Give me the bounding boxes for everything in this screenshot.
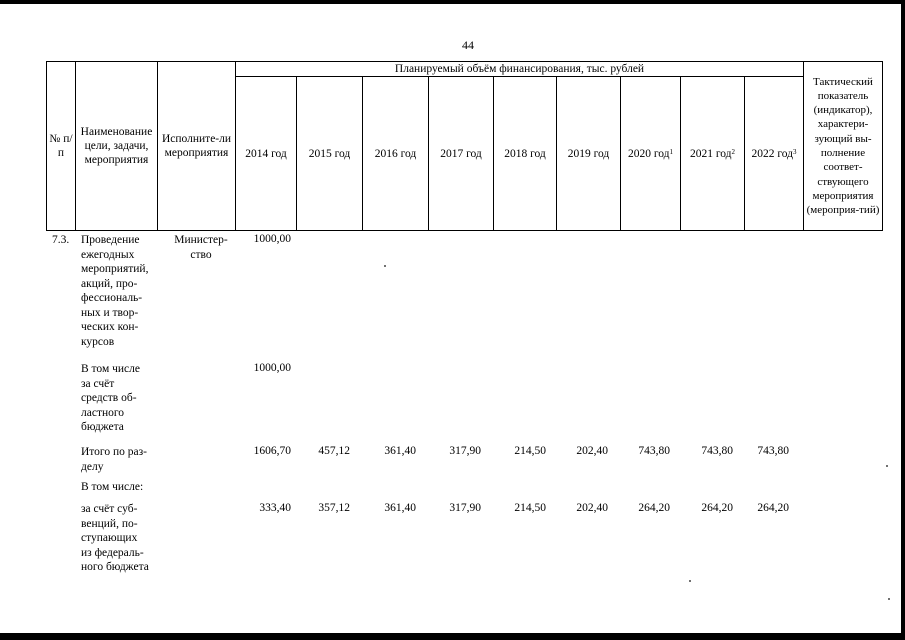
row-value: 361,40	[384, 445, 416, 457]
row-value: 743,80	[757, 445, 789, 457]
scan-speck	[886, 465, 888, 467]
row-value: 333,40	[259, 502, 291, 514]
header-col-name: Наименование цели, задачи, мероприятия	[76, 62, 158, 231]
row-value: 264,20	[757, 502, 789, 514]
row-name-line: средств об-	[81, 392, 137, 404]
header-year-8	[745, 77, 804, 231]
row-name-line: за счёт суб-	[81, 503, 138, 515]
row-value: 361,40	[384, 502, 416, 514]
row-name-line: ежегодных	[81, 248, 135, 261]
row-name-line: ного бюджета	[81, 561, 149, 573]
row-executor-line: ство	[190, 248, 212, 261]
row-value: 1606,70	[253, 445, 291, 457]
row-value: 264,20	[701, 502, 733, 514]
row-name-line: ступающих	[81, 532, 138, 544]
row-name-line: ных и твор-	[81, 306, 139, 319]
row-name-line: мероприятий,	[81, 263, 149, 275]
header-year-4	[494, 77, 557, 231]
header-year-label: 2018 год	[504, 147, 546, 160]
header-year-7	[681, 77, 745, 231]
row-name-line: В том числе:	[81, 481, 144, 493]
row-value: 1000,00	[253, 233, 291, 245]
row-value: 202,40	[576, 445, 608, 457]
scan-speck	[384, 265, 386, 267]
row-name-line: ластного	[81, 406, 125, 419]
row-name-line: фессиональ-	[81, 292, 143, 304]
row-value: 743,80	[701, 445, 733, 457]
scan-border-right	[901, 0, 905, 640]
header-year-3	[429, 77, 494, 231]
header-year-2	[363, 77, 429, 231]
header-col-plan: Планируемый объём финансирования, тыс. рублей	[236, 62, 804, 77]
header-year-label: 2017 год	[440, 147, 482, 160]
row-value: 202,40	[576, 502, 608, 514]
row-executor-line: Министер-	[174, 234, 228, 246]
row-value: 317,90	[449, 502, 481, 514]
row-value: 743,80	[638, 445, 670, 457]
header-year-label: 2014 год	[245, 147, 287, 160]
scan-border-bottom	[0, 633, 905, 640]
header-col-number: № п/п	[47, 62, 76, 231]
header-year-5	[557, 77, 621, 231]
header-year-footnote: 3	[793, 147, 797, 156]
scan-speck	[689, 580, 691, 582]
row-number: 7.3.	[52, 234, 70, 246]
row-value: 214,50	[514, 502, 546, 514]
page-number: 44	[462, 38, 474, 52]
row-value: 357,12	[318, 502, 350, 514]
row-value: 317,90	[449, 445, 481, 457]
row-name-line: акций, про-	[81, 277, 138, 290]
header-year-0	[236, 77, 297, 231]
row-name-line: из федераль-	[81, 546, 144, 559]
scan-border-top	[0, 0, 905, 4]
header-year-label: 2021 год	[689, 147, 732, 160]
header-year-footnote: 2	[731, 147, 736, 156]
row-name-line: за счёт	[81, 377, 115, 390]
financing-table-header	[46, 61, 883, 231]
row-value: 214,50	[514, 445, 546, 457]
row-name-line: курсов	[81, 335, 115, 348]
row-name-line: В том числе	[81, 363, 140, 375]
row-name-line: Итого по раз-	[81, 446, 147, 458]
header-year-label: 2020 год	[627, 147, 670, 160]
row-value: 264,20	[638, 502, 670, 514]
header-col-indicator: Тактический показатель (индикатор), характери-зующий вы-полнение соответ-ствующего мероприятия (мероприя-тий)	[804, 62, 883, 231]
header-year-label: 2015 год	[308, 147, 351, 160]
header-year-6	[621, 77, 681, 231]
row-name-line: ческих кон-	[81, 321, 139, 333]
row-value: 457,12	[318, 445, 350, 457]
scan-speck	[888, 598, 890, 600]
row-value: 1000,00	[253, 362, 291, 374]
header-col-executor: Исполните-ли мероприятия	[158, 62, 236, 231]
header-year-1	[297, 77, 363, 231]
row-name-line: делу	[81, 460, 104, 473]
header-year-label: 2019 год	[567, 147, 610, 160]
row-name-line: венций, по-	[81, 517, 138, 530]
row-name-line: бюджета	[81, 421, 124, 433]
header-year-footnote: 1	[669, 147, 674, 156]
header-year-label: 2022 год	[751, 147, 794, 160]
header-year-label: 2016 год	[374, 147, 417, 160]
row-name-line: Проведение	[81, 234, 140, 246]
